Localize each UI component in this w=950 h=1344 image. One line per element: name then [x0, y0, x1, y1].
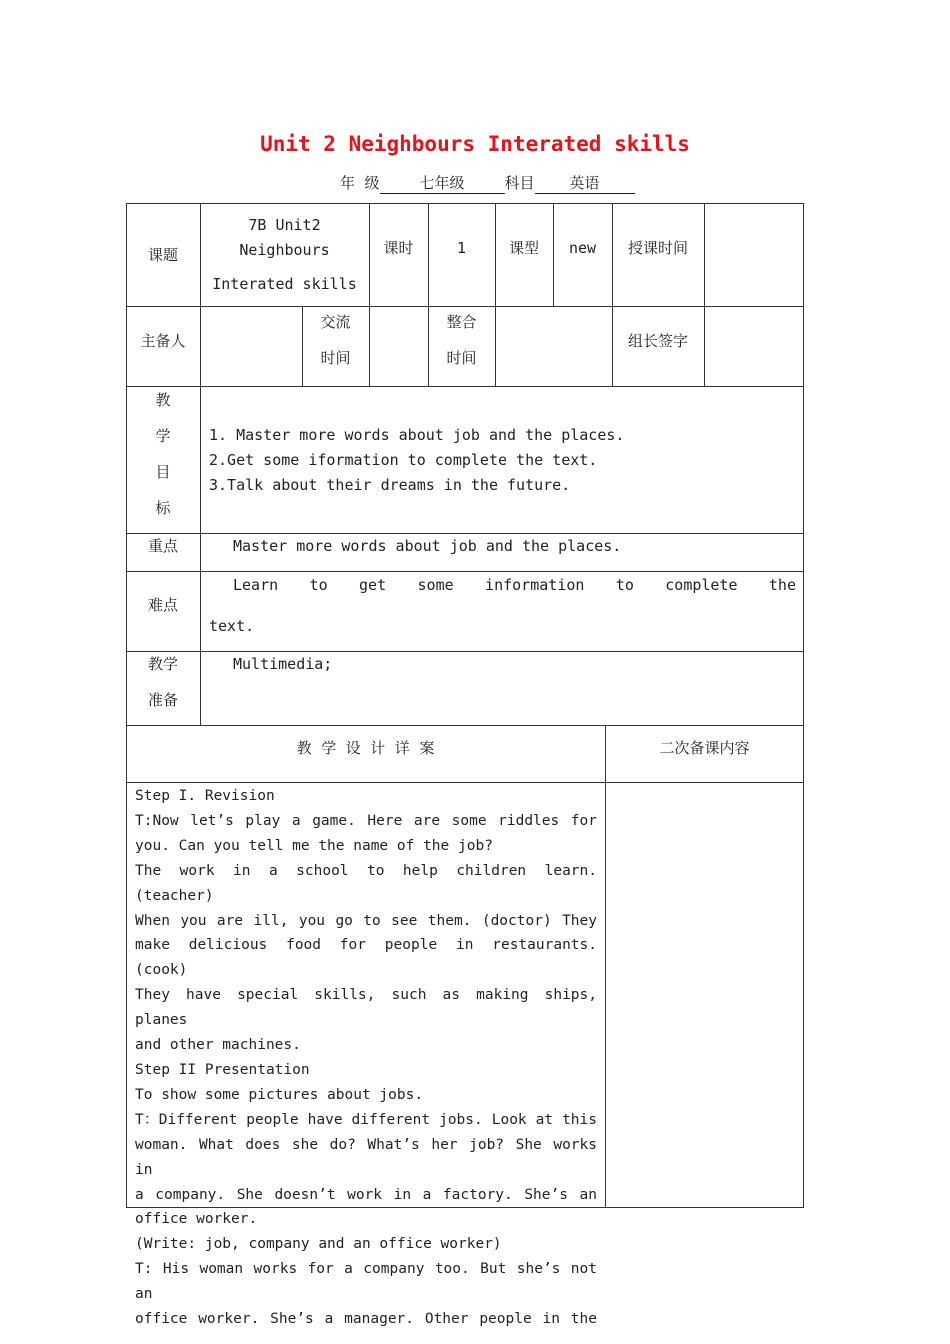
integrate-time-label-2: 时间 [446, 349, 477, 367]
objectives-label: 教 学 目 标 [155, 391, 171, 517]
design-detail-header: 教 学 设 计 详 案 [296, 739, 435, 757]
preparation-label-1: 教学 [147, 655, 178, 673]
step-line: T: His woman works for a company too. But she’s not an [135, 1261, 597, 1303]
second-prep-header: 二次备课内容 [659, 739, 750, 757]
grade-value: 七年级 [380, 172, 505, 194]
exchange-time-label-1: 交流 [320, 313, 351, 331]
step-line: you. Can you tell me the name of the job? [135, 837, 493, 854]
preparation-text: Multimedia; [233, 655, 333, 673]
topic-value-line1: 7B Unit2 [248, 216, 321, 234]
preparer-label: 主备人 [140, 332, 186, 350]
leader-signature-label: 组长签字 [627, 332, 688, 350]
step-line: (Write: job, company and an office worker) [135, 1236, 502, 1253]
topic-label: 课题 [147, 246, 178, 264]
period-value: 1 [456, 239, 467, 257]
step-line: When you are ill, you go to see them. (doctor) They [135, 912, 597, 929]
grade-subject-line [340, 172, 635, 194]
grade-label: 年 级 [340, 174, 380, 192]
lesson-steps [135, 784, 597, 1328]
key-point-label: 重点 [147, 537, 178, 555]
step-line: Step II Presentation [135, 1061, 310, 1078]
step-line: office worker. [135, 1211, 258, 1228]
step-line: office worker. She’s a manager. Other people in the [135, 1311, 597, 1328]
difficulty-text-line1: Learn to get some information to complete the [233, 576, 796, 594]
type-label: 课型 [508, 239, 539, 257]
objective-item: 3.Talk about their dreams in the future. [209, 476, 571, 494]
subject-label: 科目 [504, 174, 535, 192]
integrate-time-label-1: 整合 [446, 313, 477, 331]
key-point-text: Master more words about job and the places. [233, 537, 622, 555]
difficulty-label: 难点 [147, 596, 178, 614]
step-line: make delicious food for people in restaurants. (cook) [135, 937, 597, 979]
teaching-time-label: 授课时间 [627, 239, 688, 257]
type-value: new [568, 239, 597, 257]
exchange-time-label-2: 时间 [320, 349, 351, 367]
step-line: a company. She doesn’t work in a factory. She’s an [135, 1186, 597, 1203]
preparation-label-2: 准备 [147, 691, 178, 709]
objective-item: 1. Master more words about job and the places. [209, 426, 625, 444]
step-line: T:Now let’s play a game. Here are some riddles for [135, 812, 597, 829]
difficulty-text-line2: text. [209, 617, 255, 635]
step-line: To show some pictures about jobs. [135, 1086, 424, 1103]
step-line: T：Different people have different jobs. Look at this [135, 1111, 597, 1128]
topic-value-line2: Neighbours [239, 241, 330, 259]
objective-item: 2.Get some iformation to complete the text. [209, 451, 598, 469]
step-line: The work in a school to help children learn.(teacher) [135, 862, 597, 904]
subject-value: 英语 [535, 172, 635, 194]
step-line: woman. What does she do? What’s her job? She works in [135, 1136, 597, 1178]
document-title: Unit 2 Neighbours Interated skills [260, 132, 690, 156]
period-label: 课时 [383, 239, 414, 257]
topic-value-line3: Interated skills [212, 275, 357, 293]
step-line: Step I. Revision [135, 788, 275, 804]
step-line: and other machines. [135, 1037, 301, 1054]
step-line: They have special skills, such as making ships, planes [135, 987, 597, 1029]
